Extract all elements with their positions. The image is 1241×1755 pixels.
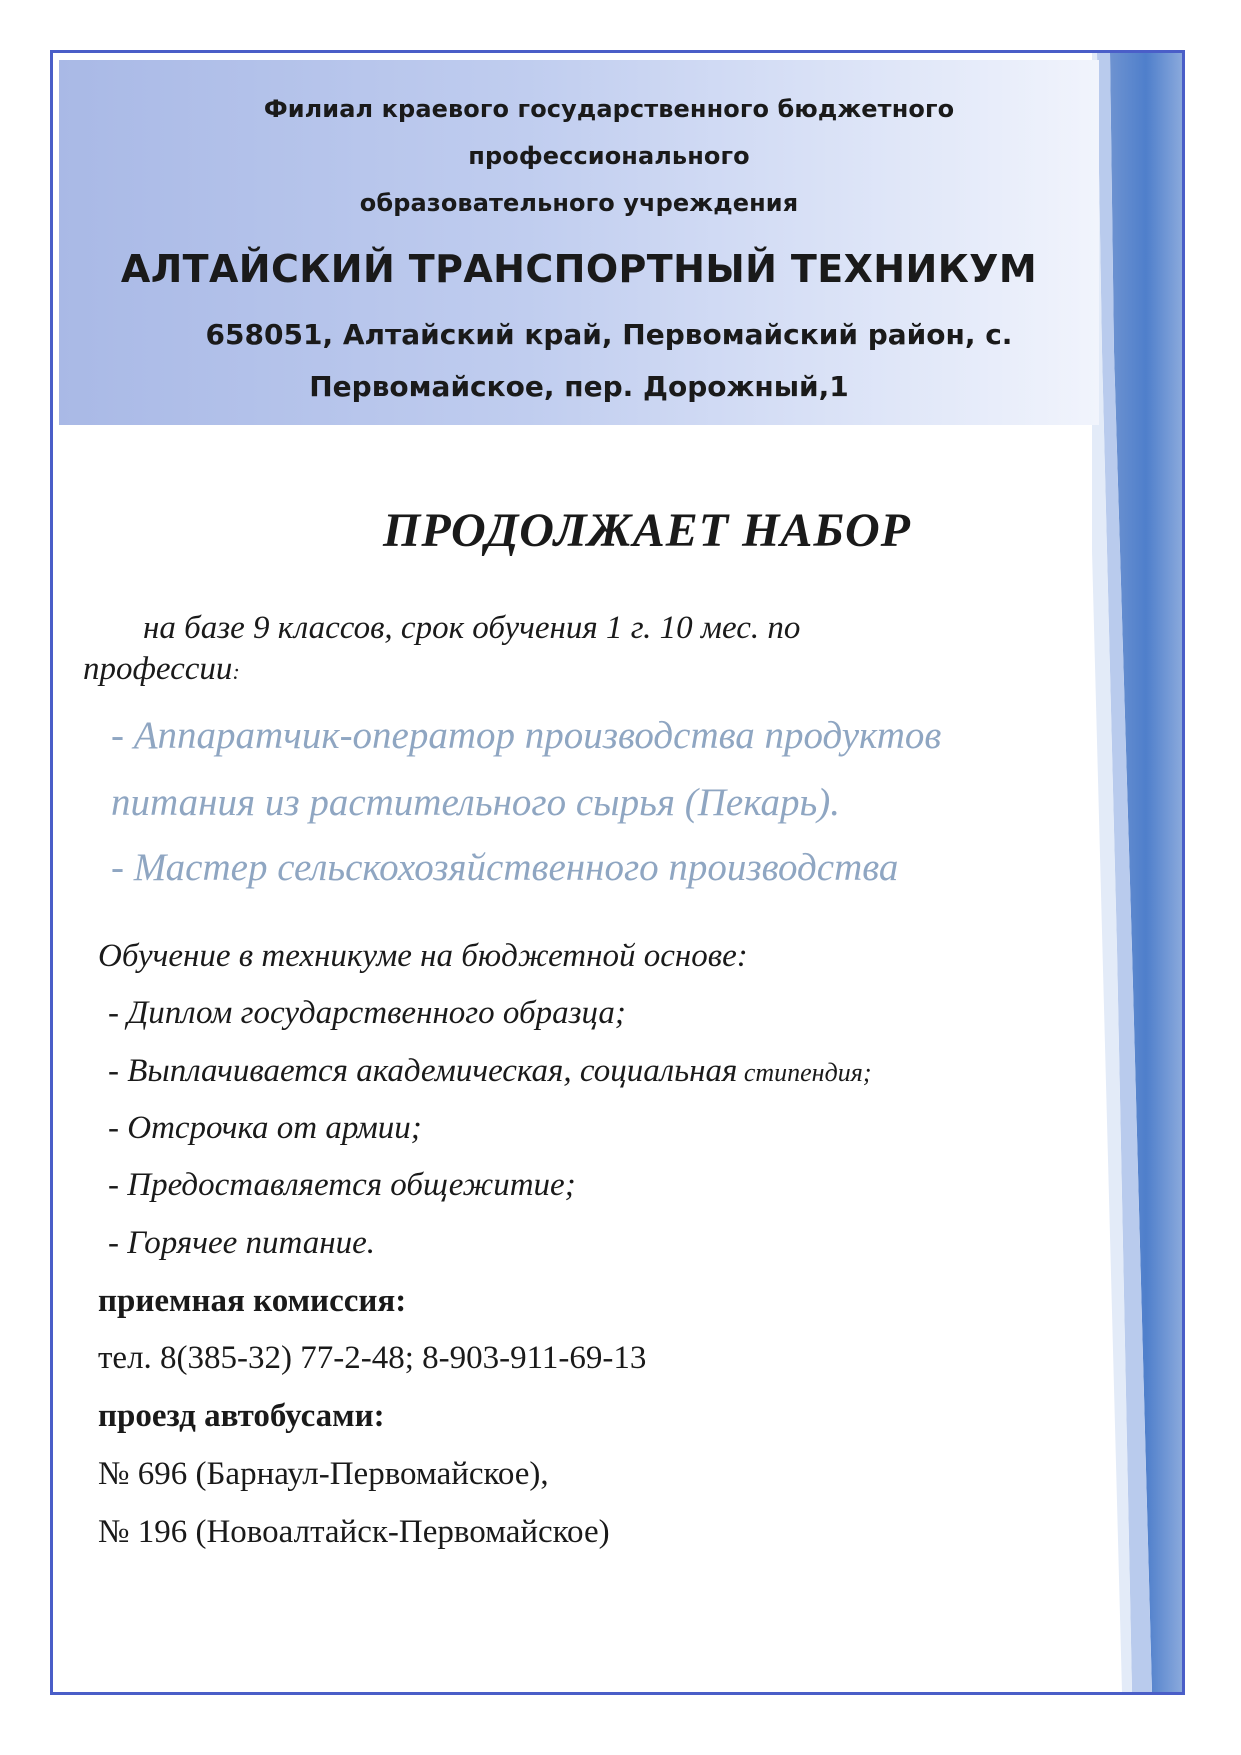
basis-colon: : [232, 659, 240, 684]
page-frame [50, 50, 1185, 1695]
flyer-content [53, 53, 1182, 1692]
admission-label: приемная комиссия: [98, 1283, 407, 1319]
school-name: АЛТАЙСКИЙ ТРАНСПОРТНЫЙ ТЕХНИКУМ [120, 247, 1038, 291]
org-name-line-2: образовательного учреждения [359, 189, 799, 217]
benefit-item-scholarship-small: стипендия; [737, 1058, 872, 1087]
org-name-line-1: Филиал краевого государственного бюджетного профессионального [263, 95, 955, 170]
benefit-item-diploma: - Диплом государственного образца; [108, 995, 626, 1031]
enrollment-basis [83, 608, 983, 692]
enrollment-title: ПРОДОЛЖАЕТ НАБОР [383, 504, 911, 557]
admission-phones: тел. 8(385-32) 77-2-48; 8-903-911-69-13 [98, 1340, 647, 1376]
profession-line-3: - Мастер сельскохозяйственного производства [111, 846, 899, 889]
address-line-2: Первомайское, пер. Дорожный,1 [309, 370, 849, 403]
benefit-item-meals: - Горячее питание. [108, 1225, 375, 1261]
profession-line-1: - Аппаратчик-оператор производства продуктов [111, 714, 942, 757]
benefit-item-army: - Отсрочка от армии; [108, 1110, 422, 1146]
bus-route-196: № 196 (Новоалтайск-Первомайское) [98, 1514, 610, 1550]
benefit-item-scholarship [108, 1053, 871, 1090]
basis-line-2: профессии [83, 651, 233, 687]
benefit-item-scholarship-text: - Выплачивается академическая, социальная [108, 1053, 738, 1089]
benefit-item-dormitory: - Предоставляется общежитие; [108, 1167, 576, 1203]
bus-route-696: № 696 (Барнаул-Первомайское), [98, 1456, 549, 1492]
bus-label: проезд автобусами: [98, 1398, 385, 1434]
basis-line-2-wrap [83, 649, 983, 692]
benefits-title: Обучение в техникуме на бюджетной основе: [98, 938, 748, 974]
profession-line-2: питания из растительного сырья (Пекарь). [111, 781, 840, 824]
address-line-1: 658051, Алтайский край, Первомайский район, с. [205, 318, 1013, 351]
basis-line-1: на базе 9 классов, срок обучения 1 г. 10 мес. по [143, 610, 801, 646]
